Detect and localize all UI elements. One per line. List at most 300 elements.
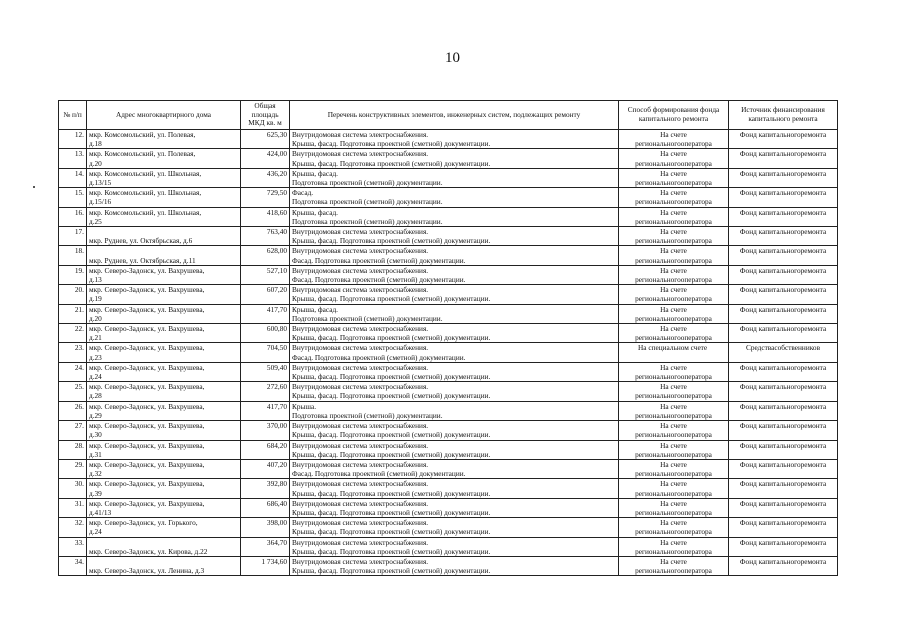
row-address-line: мкр. Северо-Задонск, ул. Вахрушева,	[89, 401, 205, 411]
row-works	[290, 498, 619, 517]
row-method	[619, 459, 729, 478]
row-address-line: мкр. Северо-Задонск, ул. Ленина, д.3	[89, 566, 205, 576]
row-source-line: ремонта	[800, 498, 827, 508]
row-works-line: Крыша, фасад. Подготовка проектной (сметной) документации.	[292, 566, 491, 576]
row-address-line: мкр. Комсомольский, ул. Школьная,	[89, 168, 202, 178]
row-area: 398,00	[241, 518, 290, 537]
row-address	[87, 246, 241, 265]
row-address-line: мкр. Руднев, ул. Октябрьская, д.11	[89, 255, 196, 265]
row-works	[290, 362, 619, 381]
row-number: 25.	[59, 382, 87, 401]
row-source	[729, 265, 838, 284]
row-address-line: мкр. Северо-Задонск, ул. Вахрушева,	[89, 498, 205, 508]
row-method	[619, 440, 729, 459]
row-source	[729, 304, 838, 323]
header-num: № п/п	[59, 101, 87, 130]
table-row	[59, 382, 838, 401]
row-number: 21.	[59, 304, 87, 323]
row-works-line: Крыша, фасад. Подготовка проектной (сметной) документации.	[292, 391, 491, 401]
row-number: 14.	[59, 168, 87, 187]
row-method-line: оператора	[680, 566, 712, 576]
row-works	[290, 246, 619, 265]
row-works	[290, 459, 619, 478]
row-source	[729, 168, 838, 187]
row-method-line: На счете регионального	[635, 304, 687, 323]
row-works-line: Крыша, фасад. Подготовка проектной (сметной) документации.	[292, 294, 491, 304]
row-method	[619, 479, 729, 498]
row-method	[619, 362, 729, 381]
row-address-line: мкр. Северо-Задонск, ул. Вахрушева,	[89, 440, 205, 450]
row-address-line	[89, 557, 238, 566]
row-source	[729, 343, 838, 362]
row-works-line: Подготовка проектной (сметной) документации.	[292, 410, 443, 420]
row-area: 628,00	[241, 246, 290, 265]
row-number: 17.	[59, 227, 87, 246]
row-number: 33.	[59, 537, 87, 556]
row-works-line: Внутридомовая система электроснабжения.	[292, 537, 429, 547]
row-source	[729, 188, 838, 207]
row-method-line: оператора	[680, 372, 712, 382]
table-row	[59, 440, 838, 459]
row-address-line: д.20	[89, 313, 102, 323]
row-works	[290, 382, 619, 401]
row-source-line: Фонд капитального	[739, 246, 801, 256]
row-method	[619, 168, 729, 187]
row-source	[729, 227, 838, 246]
row-method-line: На счете регионального	[635, 440, 687, 459]
row-method-line: оператора	[680, 275, 712, 285]
row-method-line: На счете регионального	[635, 479, 687, 498]
row-works	[290, 343, 619, 362]
row-source	[729, 537, 838, 556]
row-source-line: ремонта	[800, 265, 827, 275]
row-source-line: Фонд капитального	[739, 149, 801, 159]
row-address	[87, 188, 241, 207]
row-area: 407,20	[241, 459, 290, 478]
row-method-line: оператора	[680, 236, 712, 246]
row-address-line: мкр. Комсомольский, ул. Школьная,	[89, 188, 202, 198]
row-source	[729, 556, 838, 575]
row-works-line: Внутридомовая система электроснабжения.	[292, 149, 429, 159]
row-works	[290, 188, 619, 207]
row-works	[290, 227, 619, 246]
header-method: Способ формирования фонда капитального ремонта	[619, 101, 729, 130]
row-source-line: ремонта	[800, 479, 827, 489]
row-works	[290, 207, 619, 226]
row-method	[619, 227, 729, 246]
row-address-line: д.32	[89, 469, 102, 479]
row-source	[729, 382, 838, 401]
row-method-line: оператора	[680, 391, 712, 401]
row-address-line: мкр. Северо-Задонск, ул. Горького,	[89, 518, 198, 528]
row-address	[87, 149, 241, 168]
row-source-line: ремонта	[800, 382, 827, 392]
row-method-line: оператора	[680, 158, 712, 168]
row-works-line: Фасад. Подготовка проектной (сметной) документации.	[292, 255, 466, 265]
row-address-line: мкр. Северо-Задонск, ул. Кирова, д.22	[89, 546, 208, 556]
row-works-line: Крыша, фасад. Подготовка проектной (сметной) документации.	[292, 488, 491, 498]
row-address	[87, 421, 241, 440]
row-address	[87, 324, 241, 343]
row-method-line: На специальном счете	[638, 343, 708, 353]
row-method	[619, 285, 729, 304]
row-address	[87, 265, 241, 284]
row-address-line: д.15/16	[89, 197, 112, 207]
row-method-line: оператора	[680, 255, 712, 265]
row-works-line: Крыша.	[292, 401, 317, 411]
table-row	[59, 246, 838, 265]
table-row	[59, 556, 838, 575]
row-source	[729, 207, 838, 226]
row-source	[729, 285, 838, 304]
row-address-line: д.29	[89, 410, 102, 420]
row-address	[87, 168, 241, 187]
header-works: Перечень конструктивных элементов, инженерных систем, подлежащих ремонту	[290, 101, 619, 130]
row-works	[290, 479, 619, 498]
page-number: 10	[445, 50, 460, 66]
row-method	[619, 304, 729, 323]
row-source	[729, 498, 838, 517]
row-address-line: д.13	[89, 275, 102, 285]
row-number: 15.	[59, 188, 87, 207]
row-number: 28.	[59, 440, 87, 459]
row-source-line: Фонд капитального	[739, 440, 801, 450]
row-area: 370,00	[241, 421, 290, 440]
row-works-line: Крыша, фасад. Подготовка проектной (сметной) документации.	[292, 449, 491, 459]
row-works-line: Фасад. Подготовка проектной (сметной) документации.	[292, 352, 466, 362]
row-address-line: мкр. Комсомольский, ул. Школьная,	[89, 207, 202, 217]
row-source-line: Фонд капитального	[739, 207, 801, 217]
row-address	[87, 556, 241, 575]
row-address-line: д.39	[89, 488, 102, 498]
table-row	[59, 362, 838, 381]
header-address: Адрес многоквартирного дома	[87, 101, 241, 130]
row-source-line: Средства	[745, 343, 775, 353]
row-works-line: Внутридомовая система электроснабжения.	[292, 498, 429, 508]
row-address-line: д.41/13	[89, 507, 112, 517]
row-method	[619, 265, 729, 284]
row-address-line: мкр. Северо-Задонск, ул. Вахрушева,	[89, 479, 205, 489]
row-works	[290, 401, 619, 420]
row-address-line: д.23	[89, 352, 102, 362]
row-source	[729, 440, 838, 459]
row-works-line: Внутридомовая система электроснабжения.	[292, 285, 429, 295]
row-address	[87, 479, 241, 498]
row-number: 31.	[59, 498, 87, 517]
row-works-line: Крыша, фасад. Подготовка проектной (сметной) документации.	[292, 372, 491, 382]
row-works-line: Внутридомовая система электроснабжения.	[292, 343, 429, 353]
row-method	[619, 343, 729, 362]
row-number: 26.	[59, 401, 87, 420]
row-address	[87, 440, 241, 459]
row-number: 19.	[59, 265, 87, 284]
row-source-line: Фонд капитального	[739, 227, 801, 237]
row-number: 29.	[59, 459, 87, 478]
row-method-line: оператора	[680, 410, 712, 420]
row-method-line: На счете регионального	[635, 362, 687, 382]
row-source-line: Фонд капитального	[739, 362, 801, 372]
row-number: 22.	[59, 324, 87, 343]
row-address-line: д.24	[89, 527, 102, 537]
row-number: 20.	[59, 285, 87, 304]
row-method-line: оператора	[680, 449, 712, 459]
row-source-line: Фонд капитального	[739, 324, 801, 334]
row-address-line: д.21	[89, 333, 102, 343]
row-source-line: Фонд капитального	[739, 498, 801, 508]
row-address	[87, 362, 241, 381]
row-method	[619, 421, 729, 440]
row-works-line: Внутридомовая система электроснабжения.	[292, 556, 429, 566]
row-method-line: На счете регионального	[635, 149, 687, 168]
row-address	[87, 227, 241, 246]
row-number: 16.	[59, 207, 87, 226]
row-number: 12.	[59, 130, 87, 149]
table-header	[59, 101, 838, 130]
row-address-line: д.31	[89, 449, 102, 459]
row-source-line: Фонд капитального	[739, 537, 801, 547]
row-address-line: мкр. Комсомольский, ул. Полевая,	[89, 149, 196, 159]
row-source-line: Фонд капитального	[739, 168, 801, 178]
row-works	[290, 149, 619, 168]
row-number: 13.	[59, 149, 87, 168]
table-row	[59, 479, 838, 498]
row-source-line: Фонд капитального	[739, 556, 801, 566]
row-source	[729, 401, 838, 420]
table-row	[59, 498, 838, 517]
row-method-line: оператора	[680, 488, 712, 498]
row-method	[619, 188, 729, 207]
row-source	[729, 421, 838, 440]
row-method	[619, 537, 729, 556]
row-works	[290, 518, 619, 537]
row-method	[619, 518, 729, 537]
row-area: 729,50	[241, 188, 290, 207]
row-works	[290, 168, 619, 187]
row-number: 18.	[59, 246, 87, 265]
row-source-line: ремонта	[800, 246, 827, 256]
row-works-line: Фасад.	[292, 188, 314, 198]
row-works-line: Фасад. Подготовка проектной (сметной) документации.	[292, 275, 466, 285]
row-method-line: На счете регионального	[635, 130, 687, 149]
row-address-line	[89, 227, 238, 236]
row-address-line: мкр. Комсомольский, ул. Полевая,	[89, 130, 196, 139]
row-address-line: мкр. Северо-Задонск, ул. Вахрушева,	[89, 421, 205, 431]
row-method-line: На счете регионального	[635, 227, 687, 246]
row-works	[290, 324, 619, 343]
row-address	[87, 285, 241, 304]
row-works-line: Подготовка проектной (сметной) документации.	[292, 216, 443, 226]
row-source-line: ремонта	[800, 362, 827, 372]
row-address-line: мкр. Северо-Задонск, ул. Вахрушева,	[89, 304, 205, 314]
row-area: 1 734,60	[241, 556, 290, 575]
row-address	[87, 382, 241, 401]
row-area: 600,80	[241, 324, 290, 343]
row-works-line: Внутридомовая система электроснабжения.	[292, 421, 429, 431]
row-method-line: На счете регионального	[635, 188, 687, 207]
row-method	[619, 401, 729, 420]
row-area: 625,30	[241, 130, 290, 149]
row-source-line: собственников	[774, 343, 821, 353]
row-area: 684,20	[241, 440, 290, 459]
row-works-line: Внутридомовая система электроснабжения.	[292, 362, 429, 372]
row-source	[729, 246, 838, 265]
scan-speck	[33, 186, 35, 188]
header-area: Общая площадь МКД кв. м	[241, 101, 290, 130]
row-address-line: мкр. Северо-Задонск, ул. Вахрушева,	[89, 382, 205, 392]
row-method-line: оператора	[680, 469, 712, 479]
row-works-line: Внутридомовая система электроснабжения.	[292, 459, 429, 469]
row-area: 763,40	[241, 227, 290, 246]
row-method	[619, 382, 729, 401]
row-source	[729, 518, 838, 537]
row-number: 27.	[59, 421, 87, 440]
table-row	[59, 130, 838, 149]
table-body	[59, 130, 838, 576]
row-method-line: оператора	[680, 294, 712, 304]
row-source-line: ремонта	[800, 556, 827, 566]
row-source-line: Фонд капитального	[739, 401, 801, 411]
row-works-line: Внутридомовая система электроснабжения.	[292, 324, 429, 334]
row-address-line: мкр. Северо-Задонск, ул. Вахрушева,	[89, 324, 205, 334]
row-source-line: Фонд капитального	[739, 382, 801, 392]
row-works-line: Крыша, фасад. Подготовка проектной (сметной) документации.	[292, 333, 491, 343]
table-row	[59, 149, 838, 168]
row-method-line: оператора	[680, 197, 712, 207]
row-source-line: ремонта	[800, 285, 827, 295]
row-source-line: Фонд капитального	[739, 130, 801, 139]
row-method-line: оператора	[680, 430, 712, 440]
row-method-line: На счете регионального	[635, 207, 687, 226]
row-source-line: ремонта	[800, 459, 827, 469]
table-row	[59, 343, 838, 362]
row-method-line: На счете регионального	[635, 324, 687, 343]
row-source-line: ремонта	[800, 304, 827, 314]
table-row	[59, 207, 838, 226]
row-method	[619, 207, 729, 226]
row-source-line: Фонд капитального	[739, 459, 801, 469]
row-number: 24.	[59, 362, 87, 381]
row-address-line: мкр. Северо-Задонск, ул. Вахрушева,	[89, 459, 205, 469]
row-number: 23.	[59, 343, 87, 362]
row-method-line: На счете регионального	[635, 498, 687, 517]
row-works	[290, 130, 619, 149]
row-method-line: На счете регионального	[635, 382, 687, 401]
row-source-line: ремонта	[800, 440, 827, 450]
row-method-line: На счете регионального	[635, 401, 687, 420]
row-source-line: ремонта	[800, 168, 827, 178]
row-works-line: Крыша, фасад. Подготовка проектной (сметной) документации.	[292, 158, 491, 168]
row-works-line: Крыша, фасад.	[292, 168, 338, 178]
row-address-line: д.19	[89, 294, 102, 304]
row-source-line: ремонта	[800, 130, 827, 139]
row-works-line: Подготовка проектной (сметной) документации.	[292, 313, 443, 323]
row-method-line: На счете регионального	[635, 285, 687, 304]
row-method	[619, 130, 729, 149]
row-address-line: мкр. Северо-Задонск, ул. Вахрушева,	[89, 265, 205, 275]
row-address-line: мкр. Северо-Задонск, ул. Вахрушева,	[89, 362, 205, 372]
row-method-line: На счете регионального	[635, 421, 687, 440]
table-row	[59, 265, 838, 284]
table-row	[59, 459, 838, 478]
row-number: 32.	[59, 518, 87, 537]
row-method-line: оператора	[680, 178, 712, 188]
row-address	[87, 401, 241, 420]
row-works	[290, 421, 619, 440]
row-method-line: На счете регионального	[635, 518, 687, 537]
row-works	[290, 304, 619, 323]
row-source	[729, 459, 838, 478]
table-row	[59, 188, 838, 207]
row-address-line: д.30	[89, 430, 102, 440]
row-area: 436,20	[241, 168, 290, 187]
row-area: 424,00	[241, 149, 290, 168]
row-address-line	[89, 538, 238, 547]
row-works-line: Внутридомовая система электроснабжения.	[292, 518, 429, 528]
row-address	[87, 130, 241, 149]
row-works	[290, 440, 619, 459]
row-method-line: На счете регионального	[635, 168, 687, 188]
row-works-line: Внутридомовая система электроснабжения.	[292, 130, 429, 139]
table-row	[59, 537, 838, 556]
row-works	[290, 285, 619, 304]
row-method	[619, 556, 729, 575]
table-row	[59, 401, 838, 420]
row-method-line: На счете регионального	[635, 265, 687, 285]
row-area: 418,60	[241, 207, 290, 226]
row-works-line: Внутридомовая система электроснабжения.	[292, 265, 429, 275]
row-works-line: Внутридомовая система электроснабжения.	[292, 479, 429, 489]
row-source-line: ремонта	[800, 149, 827, 159]
row-area: 392,80	[241, 479, 290, 498]
row-address	[87, 518, 241, 537]
row-area: 417,70	[241, 401, 290, 420]
row-address-line: д.28	[89, 391, 102, 401]
row-works-line: Подготовка проектной (сметной) документации.	[292, 178, 443, 188]
row-source-line: ремонта	[800, 227, 827, 237]
row-source-line: ремонта	[800, 518, 827, 528]
row-area: 607,20	[241, 285, 290, 304]
row-method-line: На счете регионального	[635, 556, 687, 576]
row-number: 34.	[59, 556, 87, 575]
row-area: 686,40	[241, 498, 290, 517]
table-row	[59, 324, 838, 343]
row-address	[87, 304, 241, 323]
row-area: 272,60	[241, 382, 290, 401]
row-area: 527,10	[241, 265, 290, 284]
row-address-line: мкр. Руднев, ул. Октябрьская, д.6	[89, 236, 193, 246]
row-works-line: Подготовка проектной (сметной) документации.	[292, 197, 443, 207]
row-method-line: На счете регионального	[635, 459, 687, 479]
repair-register-table	[58, 100, 838, 576]
row-area: 509,40	[241, 362, 290, 381]
row-address	[87, 343, 241, 362]
row-address-line	[89, 246, 238, 255]
row-source-line: ремонта	[800, 421, 827, 431]
row-source-line: Фонд капитального	[739, 421, 801, 431]
row-source	[729, 149, 838, 168]
row-works-line: Крыша, фасад. Подготовка проектной (сметной) документации.	[292, 507, 491, 517]
row-source-line: Фонд капитального	[739, 479, 801, 489]
row-source-line: ремонта	[800, 537, 827, 547]
table-row	[59, 304, 838, 323]
row-source-line: ремонта	[800, 324, 827, 334]
row-works-line: Внутридомовая система электроснабжения.	[292, 227, 429, 237]
row-address	[87, 537, 241, 556]
row-source	[729, 130, 838, 149]
row-method-line: оператора	[680, 527, 712, 537]
row-source	[729, 324, 838, 343]
row-address	[87, 459, 241, 478]
